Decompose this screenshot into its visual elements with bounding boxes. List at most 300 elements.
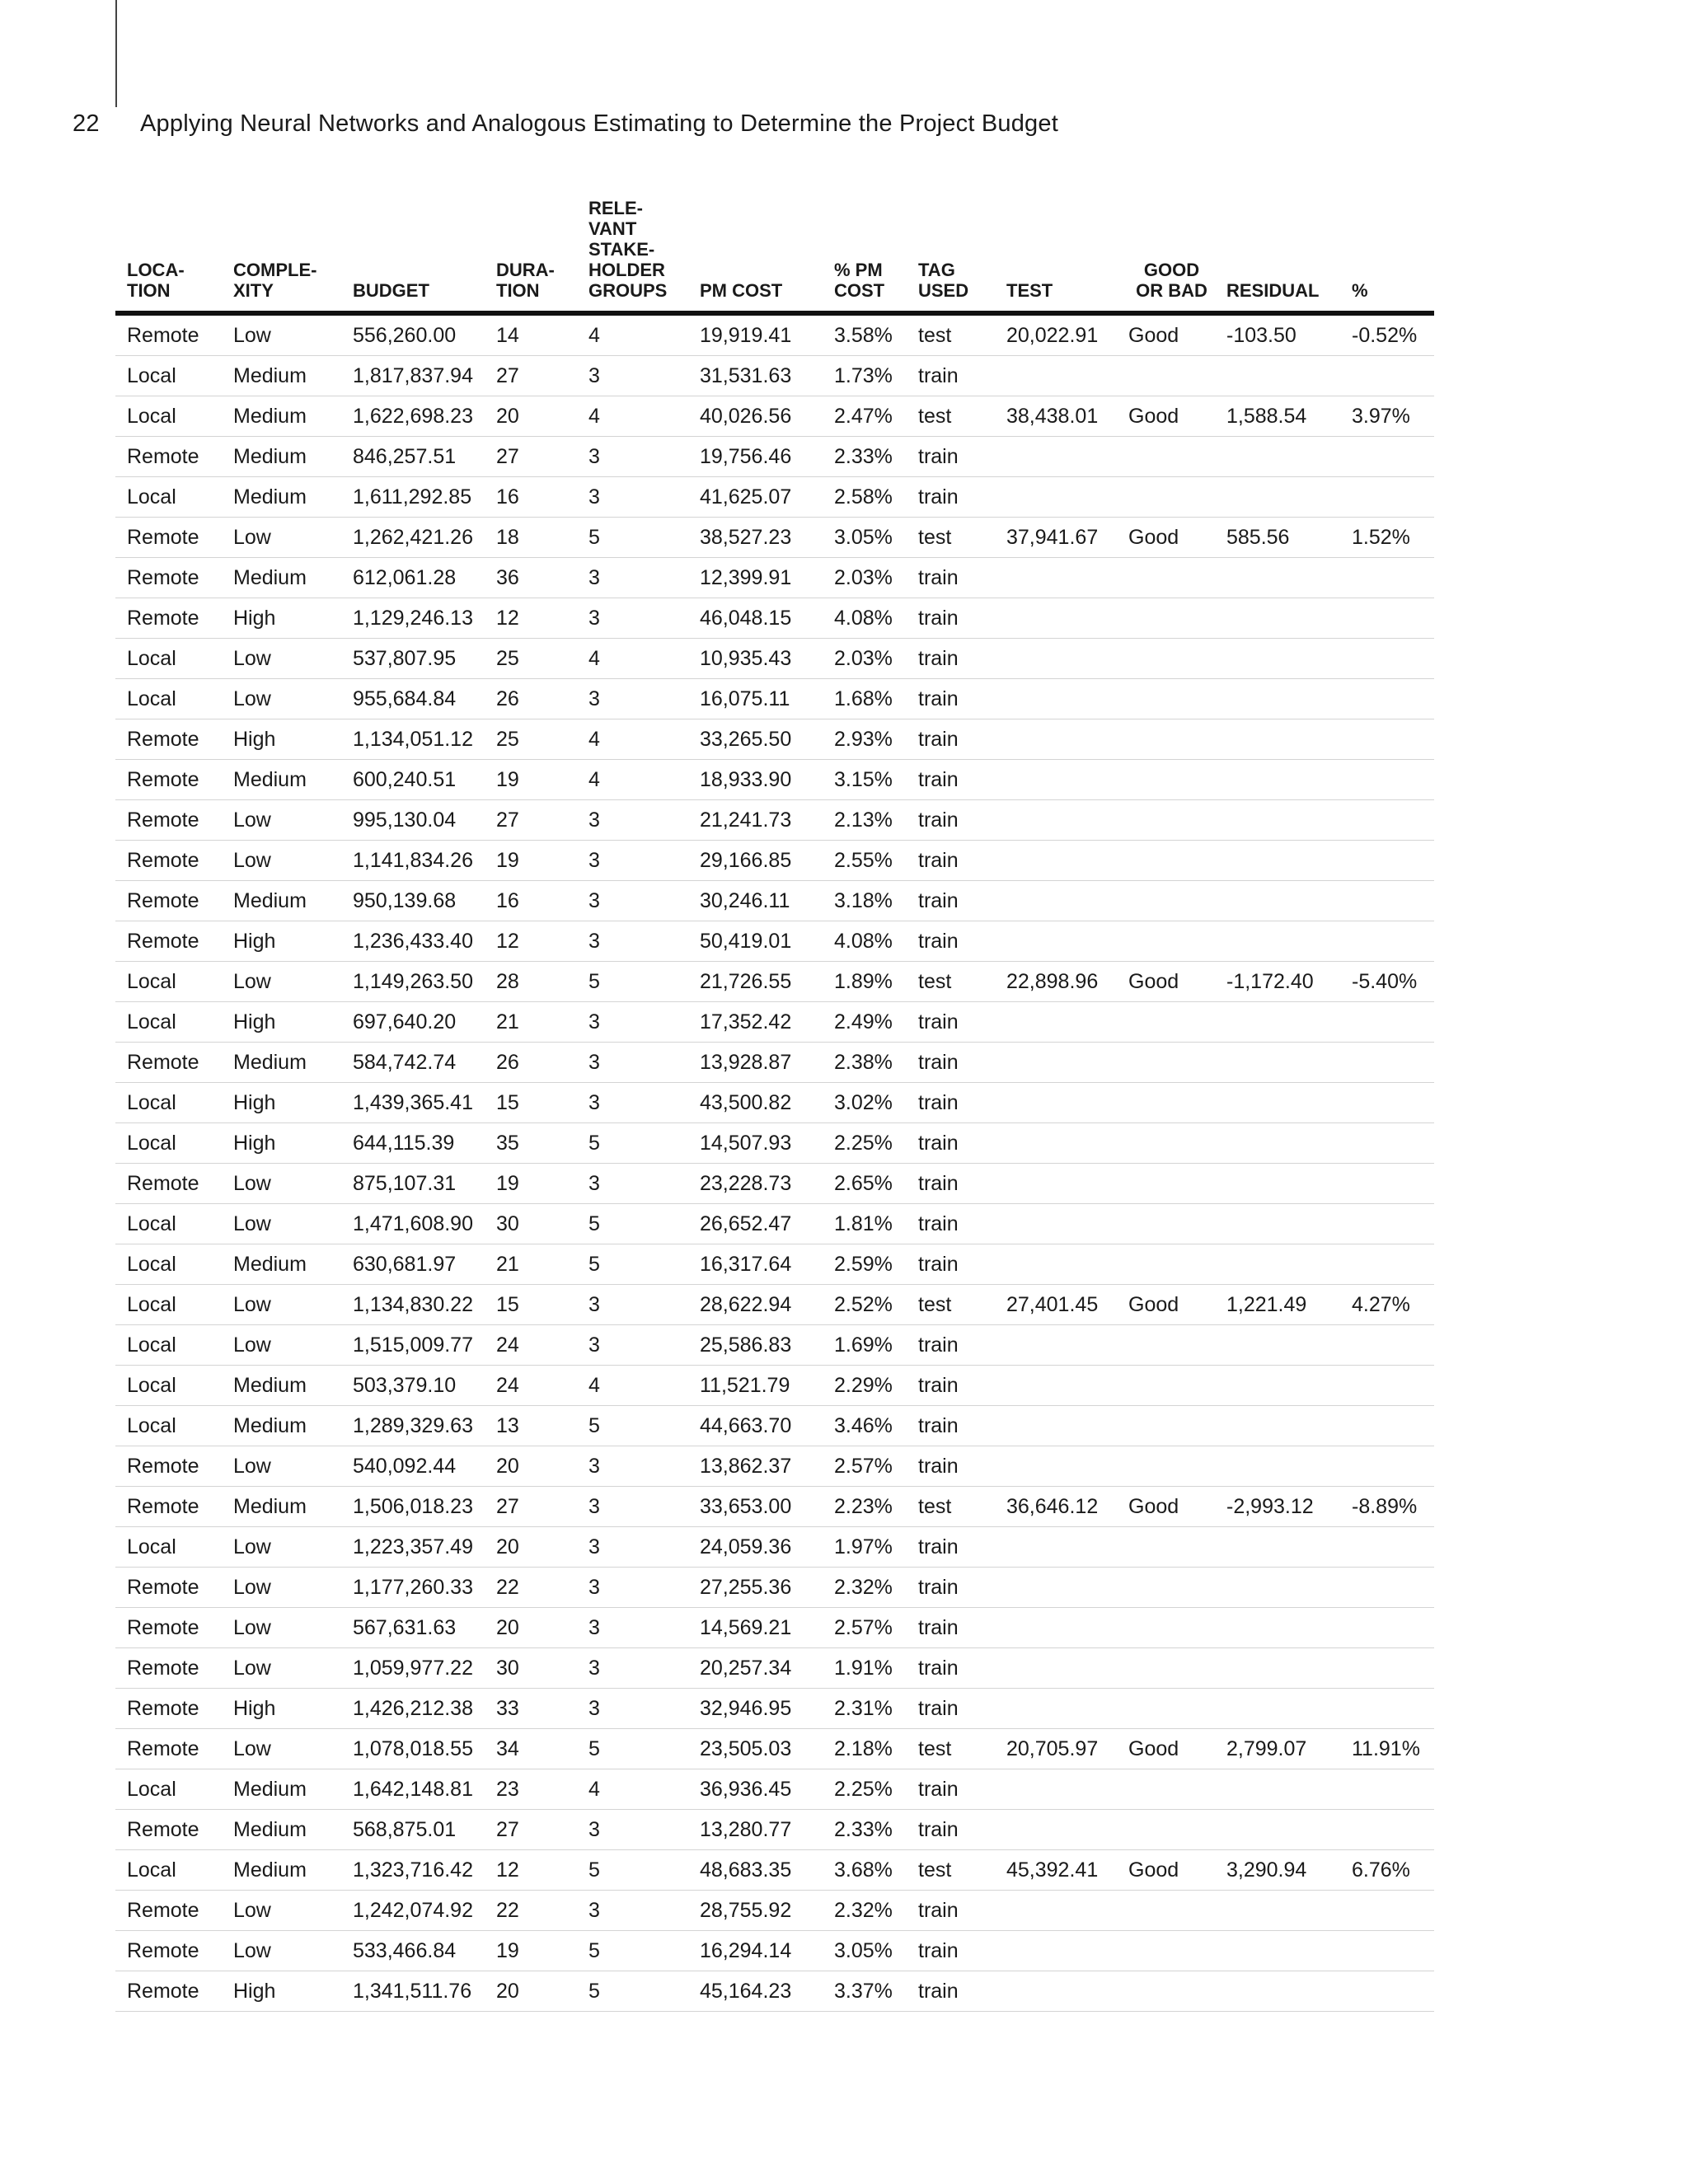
cell-pm-cost: 50,419.01 <box>688 921 823 962</box>
cell-residual <box>1215 558 1340 598</box>
cell-tag-used: train <box>907 1446 995 1487</box>
cell-stakeholder-groups: 3 <box>577 1487 688 1527</box>
cell-tag-used: test <box>907 1729 995 1769</box>
cell-pm-cost: 24,059.36 <box>688 1527 823 1568</box>
cell-budget: 1,341,511.76 <box>341 1971 485 2012</box>
cell-residual-percent <box>1340 598 1434 639</box>
cell-good-or-bad <box>1117 1608 1215 1648</box>
cell-residual <box>1215 679 1340 719</box>
cell-tag-used: train <box>907 679 995 719</box>
table-row <box>115 1366 1434 1406</box>
cell-pm-cost-percent: 3.58% <box>823 313 907 356</box>
cell-tag-used: train <box>907 760 995 800</box>
cell-pm-cost-percent: 2.23% <box>823 1487 907 1527</box>
cell-residual <box>1215 1608 1340 1648</box>
cell-stakeholder-groups: 4 <box>577 719 688 760</box>
table-row <box>115 1971 1434 2012</box>
cell-location: Remote <box>115 800 222 841</box>
cell-tag-used: train <box>907 1043 995 1083</box>
cell-complexity: Medium <box>222 760 341 800</box>
cell-residual <box>1215 1083 1340 1123</box>
table-header <box>115 198 1434 313</box>
cell-stakeholder-groups: 5 <box>577 1244 688 1285</box>
cell-tag-used: train <box>907 1123 995 1164</box>
cell-pm-cost-percent: 2.55% <box>823 841 907 881</box>
cell-good-or-bad <box>1117 1769 1215 1810</box>
cell-complexity: Medium <box>222 1244 341 1285</box>
cell-residual-percent <box>1340 679 1434 719</box>
table-row <box>115 639 1434 679</box>
cell-pm-cost: 36,936.45 <box>688 1769 823 1810</box>
cell-stakeholder-groups: 3 <box>577 477 688 518</box>
col-header-tag-used: TAG USED <box>907 198 995 313</box>
cell-pm-cost-percent: 3.18% <box>823 881 907 921</box>
table-row <box>115 1325 1434 1366</box>
cell-stakeholder-groups: 5 <box>577 1406 688 1446</box>
cell-budget: 1,439,365.41 <box>341 1083 485 1123</box>
cell-duration: 26 <box>485 679 577 719</box>
cell-tag-used: train <box>907 437 995 477</box>
cell-residual: 2,799.07 <box>1215 1729 1340 1769</box>
cell-good-or-bad <box>1117 719 1215 760</box>
cell-complexity: Low <box>222 1931 341 1971</box>
cell-tag-used: train <box>907 1083 995 1123</box>
cell-pm-cost-percent: 2.31% <box>823 1689 907 1729</box>
cell-residual-percent <box>1340 760 1434 800</box>
cell-budget: 567,631.63 <box>341 1608 485 1648</box>
table-row <box>115 1527 1434 1568</box>
cell-tag-used: train <box>907 1769 995 1810</box>
cell-stakeholder-groups: 4 <box>577 396 688 437</box>
table-row <box>115 558 1434 598</box>
cell-tag-used: train <box>907 356 995 396</box>
cell-duration: 23 <box>485 1769 577 1810</box>
cell-location: Local <box>115 1002 222 1043</box>
cell-duration: 21 <box>485 1244 577 1285</box>
cell-pm-cost: 16,317.64 <box>688 1244 823 1285</box>
cell-pm-cost: 19,756.46 <box>688 437 823 477</box>
cell-pm-cost-percent: 2.59% <box>823 1244 907 1285</box>
cell-stakeholder-groups: 3 <box>577 1608 688 1648</box>
cell-good-or-bad: Good <box>1117 518 1215 558</box>
cell-pm-cost-percent: 3.15% <box>823 760 907 800</box>
cell-test <box>995 1244 1117 1285</box>
col-header-pm-cost: PM COST <box>688 198 823 313</box>
cell-pm-cost: 27,255.36 <box>688 1568 823 1608</box>
cell-pm-cost: 13,280.77 <box>688 1810 823 1850</box>
cell-test <box>995 1123 1117 1164</box>
cell-budget: 1,262,421.26 <box>341 518 485 558</box>
cell-tag-used: train <box>907 1648 995 1689</box>
cell-good-or-bad <box>1117 477 1215 518</box>
cell-residual-percent <box>1340 1527 1434 1568</box>
cell-tag-used: test <box>907 1850 995 1891</box>
cell-stakeholder-groups: 3 <box>577 1810 688 1850</box>
cell-complexity: Medium <box>222 1810 341 1850</box>
cell-pm-cost-percent: 2.25% <box>823 1769 907 1810</box>
cell-residual-percent <box>1340 1244 1434 1285</box>
cell-pm-cost: 25,586.83 <box>688 1325 823 1366</box>
cell-test: 36,646.12 <box>995 1487 1117 1527</box>
cell-location: Remote <box>115 841 222 881</box>
table-row <box>115 841 1434 881</box>
cell-stakeholder-groups: 3 <box>577 800 688 841</box>
cell-good-or-bad: Good <box>1117 1487 1215 1527</box>
cell-residual <box>1215 1648 1340 1689</box>
cell-pm-cost-percent: 2.33% <box>823 437 907 477</box>
cell-good-or-bad <box>1117 1043 1215 1083</box>
cell-residual <box>1215 1931 1340 1971</box>
cell-residual <box>1215 881 1340 921</box>
cell-good-or-bad <box>1117 1123 1215 1164</box>
cell-test <box>995 1204 1117 1244</box>
cell-complexity: Medium <box>222 356 341 396</box>
cell-pm-cost-percent: 2.18% <box>823 1729 907 1769</box>
table-row <box>115 1850 1434 1891</box>
cell-residual <box>1215 760 1340 800</box>
cell-stakeholder-groups: 3 <box>577 1648 688 1689</box>
cell-duration: 20 <box>485 1608 577 1648</box>
col-header-pm-cost-percent: % PM COST <box>823 198 907 313</box>
cell-stakeholder-groups: 3 <box>577 1164 688 1204</box>
cell-pm-cost: 18,933.90 <box>688 760 823 800</box>
cell-pm-cost-percent: 1.97% <box>823 1527 907 1568</box>
cell-duration: 19 <box>485 1164 577 1204</box>
cell-residual <box>1215 437 1340 477</box>
cell-test <box>995 1891 1117 1931</box>
cell-residual: 585.56 <box>1215 518 1340 558</box>
cell-complexity: High <box>222 1971 341 2012</box>
cell-residual-percent <box>1340 881 1434 921</box>
cell-pm-cost-percent: 3.05% <box>823 518 907 558</box>
cell-location: Remote <box>115 719 222 760</box>
page-number: 22 <box>73 110 100 137</box>
cell-pm-cost: 38,527.23 <box>688 518 823 558</box>
cell-residual <box>1215 1325 1340 1366</box>
cell-stakeholder-groups: 3 <box>577 679 688 719</box>
cell-test <box>995 356 1117 396</box>
cell-pm-cost-percent: 2.03% <box>823 639 907 679</box>
cell-test <box>995 1446 1117 1487</box>
cell-pm-cost: 17,352.42 <box>688 1002 823 1043</box>
cell-residual: 1,221.49 <box>1215 1285 1340 1325</box>
cell-test <box>995 598 1117 639</box>
cell-pm-cost: 44,663.70 <box>688 1406 823 1446</box>
cell-duration: 20 <box>485 1527 577 1568</box>
cell-stakeholder-groups: 3 <box>577 1325 688 1366</box>
cell-budget: 600,240.51 <box>341 760 485 800</box>
cell-stakeholder-groups: 3 <box>577 1446 688 1487</box>
cell-pm-cost-percent: 2.32% <box>823 1568 907 1608</box>
cell-location: Remote <box>115 1164 222 1204</box>
cell-tag-used: train <box>907 841 995 881</box>
col-header-good-or-bad: GOOD OR BAD <box>1117 198 1215 313</box>
table-row <box>115 1931 1434 1971</box>
cell-test <box>995 1164 1117 1204</box>
cell-stakeholder-groups: 3 <box>577 841 688 881</box>
cell-good-or-bad <box>1117 679 1215 719</box>
cell-residual-percent <box>1340 800 1434 841</box>
cell-location: Remote <box>115 558 222 598</box>
cell-pm-cost: 19,919.41 <box>688 313 823 356</box>
cell-tag-used: train <box>907 1971 995 2012</box>
cell-complexity: Low <box>222 1891 341 1931</box>
cell-pm-cost-percent: 2.13% <box>823 800 907 841</box>
cell-stakeholder-groups: 4 <box>577 1769 688 1810</box>
cell-good-or-bad <box>1117 1002 1215 1043</box>
cell-duration: 19 <box>485 841 577 881</box>
cell-residual-percent: -5.40% <box>1340 962 1434 1002</box>
table-row <box>115 1406 1434 1446</box>
cell-residual: 3,290.94 <box>1215 1850 1340 1891</box>
cell-budget: 540,092.44 <box>341 1446 485 1487</box>
cell-tag-used: test <box>907 313 995 356</box>
cell-stakeholder-groups: 4 <box>577 1366 688 1406</box>
cell-test <box>995 1810 1117 1850</box>
cell-budget: 1,426,212.38 <box>341 1689 485 1729</box>
table-row <box>115 518 1434 558</box>
cell-complexity: Medium <box>222 1487 341 1527</box>
cell-residual <box>1215 800 1340 841</box>
cell-test <box>995 1769 1117 1810</box>
cell-good-or-bad <box>1117 841 1215 881</box>
cell-duration: 24 <box>485 1366 577 1406</box>
table-row <box>115 1002 1434 1043</box>
cell-budget: 1,177,260.33 <box>341 1568 485 1608</box>
cell-location: Remote <box>115 1043 222 1083</box>
cell-location: Local <box>115 639 222 679</box>
cell-budget: 1,129,246.13 <box>341 598 485 639</box>
cell-pm-cost: 16,075.11 <box>688 679 823 719</box>
cell-stakeholder-groups: 3 <box>577 1568 688 1608</box>
cell-residual-percent <box>1340 639 1434 679</box>
table-row <box>115 1244 1434 1285</box>
cell-test <box>995 437 1117 477</box>
cell-residual <box>1215 1002 1340 1043</box>
cell-good-or-bad <box>1117 1366 1215 1406</box>
table-row <box>115 1446 1434 1487</box>
cell-residual-percent <box>1340 1648 1434 1689</box>
table-row <box>115 800 1434 841</box>
cell-location: Local <box>115 1244 222 1285</box>
cell-budget: 1,149,263.50 <box>341 962 485 1002</box>
cell-complexity: Low <box>222 1325 341 1366</box>
cell-location: Local <box>115 962 222 1002</box>
cell-location: Local <box>115 1285 222 1325</box>
cell-complexity: Low <box>222 1729 341 1769</box>
cell-test <box>995 921 1117 962</box>
cell-complexity: Medium <box>222 881 341 921</box>
cell-budget: 697,640.20 <box>341 1002 485 1043</box>
cell-residual-percent <box>1340 841 1434 881</box>
cell-residual-percent: 6.76% <box>1340 1850 1434 1891</box>
cell-pm-cost-percent: 2.93% <box>823 719 907 760</box>
cell-budget: 1,515,009.77 <box>341 1325 485 1366</box>
cell-complexity: Medium <box>222 437 341 477</box>
cell-location: Remote <box>115 1487 222 1527</box>
cell-location: Remote <box>115 1446 222 1487</box>
cell-tag-used: test <box>907 1285 995 1325</box>
cell-residual-percent <box>1340 1083 1434 1123</box>
table-row <box>115 719 1434 760</box>
table-row <box>115 1608 1434 1648</box>
cell-residual-percent <box>1340 1366 1434 1406</box>
cell-duration: 13 <box>485 1406 577 1446</box>
cell-complexity: Low <box>222 1648 341 1689</box>
cell-location: Local <box>115 1366 222 1406</box>
cell-good-or-bad <box>1117 1810 1215 1850</box>
cell-complexity: Low <box>222 962 341 1002</box>
cell-residual <box>1215 1527 1340 1568</box>
table-row <box>115 396 1434 437</box>
cell-location: Remote <box>115 1931 222 1971</box>
cell-duration: 20 <box>485 396 577 437</box>
cell-residual-percent <box>1340 1689 1434 1729</box>
cell-pm-cost-percent: 2.32% <box>823 1891 907 1931</box>
cell-duration: 27 <box>485 800 577 841</box>
cell-location: Remote <box>115 1971 222 2012</box>
cell-residual-percent <box>1340 1123 1434 1164</box>
cell-duration: 19 <box>485 1931 577 1971</box>
cell-complexity: Low <box>222 1568 341 1608</box>
cell-residual-percent <box>1340 1971 1434 2012</box>
cell-pm-cost-percent: 2.58% <box>823 477 907 518</box>
cell-pm-cost: 14,507.93 <box>688 1123 823 1164</box>
cell-good-or-bad <box>1117 356 1215 396</box>
cell-test <box>995 881 1117 921</box>
cell-test: 37,941.67 <box>995 518 1117 558</box>
cell-test: 27,401.45 <box>995 1285 1117 1325</box>
cell-location: Local <box>115 1325 222 1366</box>
col-header-test: TEST <box>995 198 1117 313</box>
header-row <box>115 198 1434 313</box>
cell-residual-percent <box>1340 1164 1434 1204</box>
col-header-budget: BUDGET <box>341 198 485 313</box>
cell-test <box>995 1406 1117 1446</box>
cell-residual-percent <box>1340 1568 1434 1608</box>
cell-location: Local <box>115 1769 222 1810</box>
cell-pm-cost-percent: 2.25% <box>823 1123 907 1164</box>
cell-budget: 533,466.84 <box>341 1931 485 1971</box>
cell-pm-cost: 32,946.95 <box>688 1689 823 1729</box>
cell-pm-cost-percent: 3.37% <box>823 1971 907 2012</box>
cell-residual-percent <box>1340 477 1434 518</box>
cell-pm-cost: 23,505.03 <box>688 1729 823 1769</box>
cell-complexity: Medium <box>222 396 341 437</box>
cell-stakeholder-groups: 3 <box>577 1002 688 1043</box>
cell-residual <box>1215 477 1340 518</box>
cell-complexity: High <box>222 1689 341 1729</box>
cell-complexity: Low <box>222 841 341 881</box>
cell-test <box>995 558 1117 598</box>
cell-duration: 30 <box>485 1204 577 1244</box>
cell-residual <box>1215 1568 1340 1608</box>
running-title: Applying Neural Networks and Analogous Estimating to Determine the Project Budget <box>140 110 1058 137</box>
cell-residual <box>1215 598 1340 639</box>
cell-good-or-bad <box>1117 1083 1215 1123</box>
cell-test <box>995 1083 1117 1123</box>
cell-test <box>995 639 1117 679</box>
cell-duration: 18 <box>485 518 577 558</box>
col-header-residual: RESIDUAL <box>1215 198 1340 313</box>
cell-budget: 556,260.00 <box>341 313 485 356</box>
cell-budget: 503,379.10 <box>341 1366 485 1406</box>
table-row <box>115 921 1434 962</box>
cell-complexity: Low <box>222 1204 341 1244</box>
cell-residual-percent <box>1340 1810 1434 1850</box>
cell-residual <box>1215 1204 1340 1244</box>
cell-residual-percent <box>1340 1204 1434 1244</box>
cell-duration: 22 <box>485 1568 577 1608</box>
cell-pm-cost-percent: 1.91% <box>823 1648 907 1689</box>
cell-duration: 12 <box>485 1850 577 1891</box>
cell-residual <box>1215 1123 1340 1164</box>
cell-complexity: High <box>222 1083 341 1123</box>
cell-test <box>995 1527 1117 1568</box>
cell-stakeholder-groups: 5 <box>577 1931 688 1971</box>
cell-test <box>995 1971 1117 2012</box>
cell-pm-cost: 13,862.37 <box>688 1446 823 1487</box>
cell-location: Remote <box>115 1608 222 1648</box>
cell-pm-cost-percent: 4.08% <box>823 598 907 639</box>
cell-good-or-bad <box>1117 1164 1215 1204</box>
cell-budget: 1,078,018.55 <box>341 1729 485 1769</box>
cell-location: Local <box>115 356 222 396</box>
cell-pm-cost: 41,625.07 <box>688 477 823 518</box>
table-row <box>115 1285 1434 1325</box>
cell-tag-used: train <box>907 1366 995 1406</box>
cell-location: Local <box>115 1083 222 1123</box>
cell-pm-cost: 48,683.35 <box>688 1850 823 1891</box>
cell-pm-cost-percent: 3.05% <box>823 1931 907 1971</box>
cell-budget: 950,139.68 <box>341 881 485 921</box>
cell-residual-percent: -8.89% <box>1340 1487 1434 1527</box>
cell-duration: 16 <box>485 881 577 921</box>
cell-residual <box>1215 1769 1340 1810</box>
cell-pm-cost: 10,935.43 <box>688 639 823 679</box>
cell-complexity: Low <box>222 1608 341 1648</box>
cell-pm-cost-percent: 3.68% <box>823 1850 907 1891</box>
cell-good-or-bad: Good <box>1117 1729 1215 1769</box>
cell-pm-cost: 46,048.15 <box>688 598 823 639</box>
cell-pm-cost-percent: 1.89% <box>823 962 907 1002</box>
cell-duration: 25 <box>485 719 577 760</box>
cell-test <box>995 1931 1117 1971</box>
cell-pm-cost: 40,026.56 <box>688 396 823 437</box>
cell-test: 38,438.01 <box>995 396 1117 437</box>
cell-tag-used: train <box>907 800 995 841</box>
table-row <box>115 679 1434 719</box>
cell-residual-percent <box>1340 1406 1434 1446</box>
cell-residual-percent: 3.97% <box>1340 396 1434 437</box>
cell-stakeholder-groups: 3 <box>577 1285 688 1325</box>
cell-duration: 14 <box>485 313 577 356</box>
cell-stakeholder-groups: 4 <box>577 639 688 679</box>
cell-residual-percent <box>1340 558 1434 598</box>
cell-location: Remote <box>115 1810 222 1850</box>
cell-duration: 22 <box>485 1891 577 1931</box>
cell-pm-cost-percent: 2.49% <box>823 1002 907 1043</box>
cell-duration: 16 <box>485 477 577 518</box>
cell-stakeholder-groups: 3 <box>577 1527 688 1568</box>
cell-complexity: Low <box>222 639 341 679</box>
cell-pm-cost-percent: 2.52% <box>823 1285 907 1325</box>
cell-test <box>995 1568 1117 1608</box>
cell-stakeholder-groups: 5 <box>577 1971 688 2012</box>
cell-good-or-bad <box>1117 1446 1215 1487</box>
cell-location: Remote <box>115 1648 222 1689</box>
cell-pm-cost: 11,521.79 <box>688 1366 823 1406</box>
